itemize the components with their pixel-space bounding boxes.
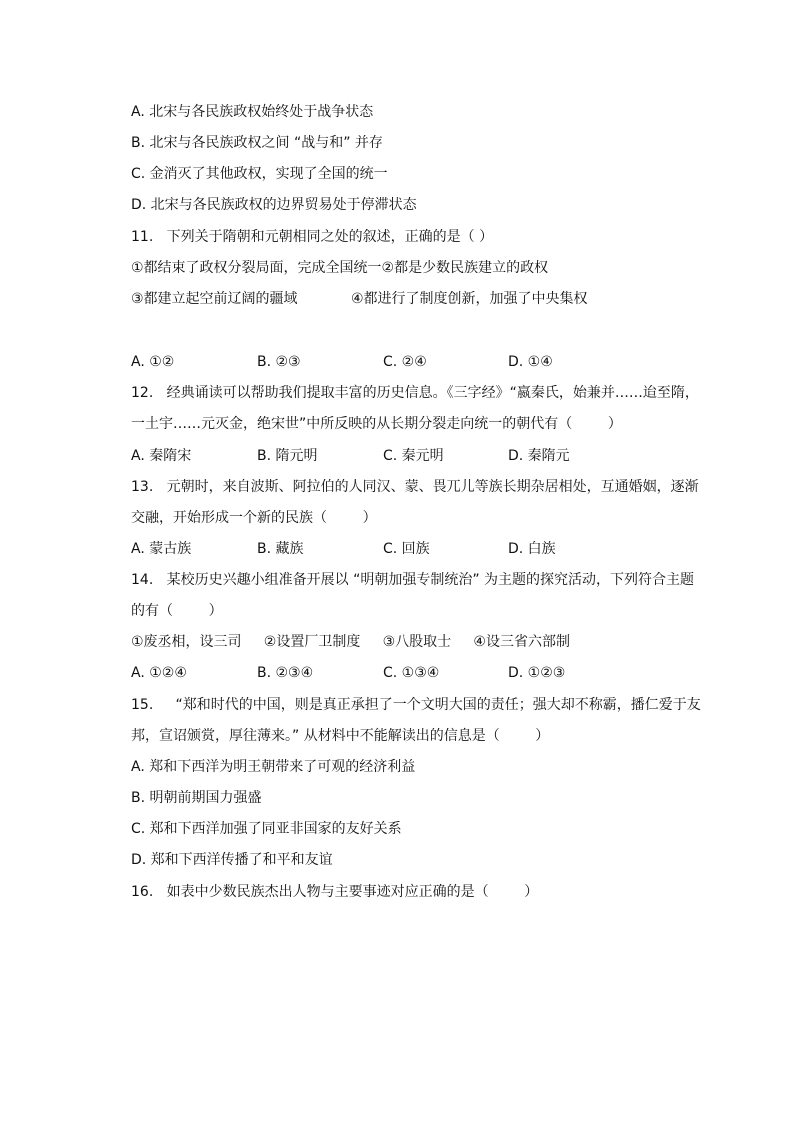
q13-option-c: C. 回族: [383, 541, 430, 557]
q13-option-d: D. 白族: [508, 541, 556, 557]
q15-option-b: B. 明朝前期国力强盛: [131, 790, 262, 806]
q15-option-c: C. 郑和下西洋加强了同亚非国家的友好关系: [131, 821, 402, 837]
q15-option-d: D. 郑和下西洋传播了和平和友谊: [131, 852, 333, 868]
q11-option-b: B. ②③: [257, 354, 301, 370]
q11-items-line1: ①都结束了政权分裂局面，完成全国统一②都是少数民族建立的政权: [131, 260, 549, 276]
q14-items-line: ①废丞相，设三司 ②设置厂卫制度 ③八股取士 ④设三省六部制: [131, 634, 570, 650]
q11-option-c: C. ②④: [383, 354, 427, 370]
q14-option-b: B. ②③④: [257, 665, 314, 681]
q12-stem-line2: 一土宇……元灭金，绝宋世”中所反映的从长期分裂走向统一的朝代有（ ）: [131, 416, 622, 432]
q14-option-d: D. ①②③: [508, 665, 566, 681]
q11-stem: 11. 下列关于隋朝和元朝相同之处的叙述，正确的是（ ）: [131, 229, 494, 245]
q10-option-d: D. 北宋与各民族政权的边界贸易处于停滞状态: [131, 197, 417, 213]
q11-option-a: A. ①②: [131, 354, 175, 370]
q10-option-a: A. 北宋与各民族政权始终处于战争状态: [131, 104, 374, 120]
q12-option-c: C. 秦元明: [383, 448, 444, 464]
q15-stem-line2: 邦，宣诏颁赏，厚往薄来。” 从材料中不能解读出的信息是（ ）: [131, 728, 550, 744]
q13-stem-line2: 交融，开始形成一个新的民族（ ）: [131, 510, 377, 526]
q16-stem: 16. 如表中少数民族杰出人物与主要事迹对应正确的是（ ）: [131, 884, 539, 900]
q13-option-b: B. 藏族: [257, 541, 304, 557]
q14-option-c: C. ①③④: [383, 665, 440, 681]
q13-stem-line1: 13. 元朝时，来自波斯、阿拉伯的人同汉、蒙、畏兀儿等族长期杂居相处，互通婚姻，逐渐: [131, 479, 699, 495]
q14-stem-line2: 的有（ ）: [131, 603, 223, 619]
q12-option-b: B. 隋元明: [257, 448, 318, 464]
q12-option-d: D. 秦隋元: [508, 448, 570, 464]
q13-option-a: A. 蒙古族: [131, 541, 192, 557]
q11-option-d: D. ①④: [508, 354, 553, 370]
q14-option-a: A. ①②④: [131, 665, 187, 681]
q11-items-line2: ③都建立起空前辽阔的疆域 ④都进行了制度创新，加强了中央集权: [131, 291, 588, 307]
q10-option-b: B. 北宋与各民族政权之间 “战与和” 并存: [131, 135, 383, 151]
q15-stem-line1: 15. “郑和时代的中国，则是真正承担了一个文明大国的责任；强大却不称霸，播仁爱于友: [131, 697, 701, 713]
q12-option-a: A. 秦隋宋: [131, 448, 192, 464]
q12-stem-line1: 12. 经典诵读可以帮助我们提取丰富的历史信息。《三字经》“嬴秦氏，始兼并……迨至隋，: [131, 385, 699, 401]
q14-stem-line1: 14. 某校历史兴趣小组准备开展以 “明朝加强专制统治” 为主题的探究活动，下列符合主题: [131, 572, 695, 588]
q15-option-a: A. 郑和下西洋为明王朝带来了可观的经济利益: [131, 759, 416, 775]
q10-option-c: C. 金消灭了其他政权，实现了全国的统一: [131, 166, 388, 182]
